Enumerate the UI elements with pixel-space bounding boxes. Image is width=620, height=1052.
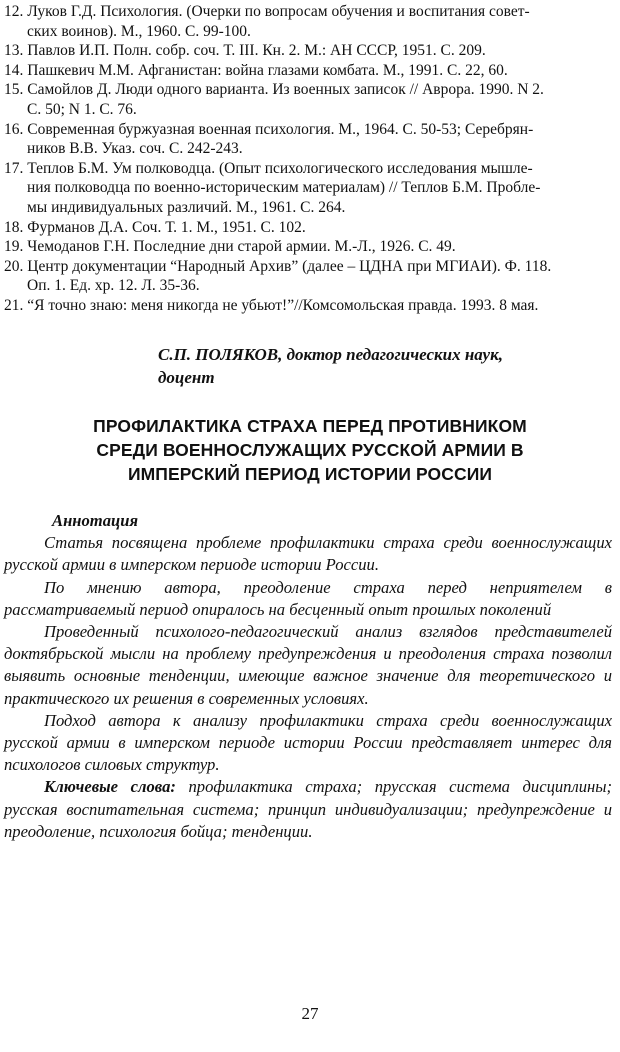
reference-item <box>4 257 614 296</box>
reference-text: 12. Луков Г.Д. Психология. (Очерки по вопросам обучения и воспитания совет- <box>4 3 530 20</box>
reference-text: 16. Современная буржуазная военная психология. М., 1964. С. 50-53; Серебрян- <box>4 120 534 138</box>
author-name: С.П. ПОЛЯКОВ, доктор педагогических наук, <box>158 345 503 364</box>
reference-text: 21. “Я точно знаю: меня никогда не убьют!”//Комсомольская правда. 1993. 8 мая. <box>4 296 539 314</box>
reference-text: 18. Фурманов Д.А. Соч. Т. 1. М., 1951. С. 102. <box>4 218 306 236</box>
reference-item <box>4 41 614 61</box>
reference-text-continued: ских воинов). М., 1960. С. 99-100. <box>27 22 251 40</box>
abstract-paragraph: По мнению автора, преодоление страха перед неприятелем в рассматриваемый период опиралось на бесценный опыт прошлых поколений <box>4 577 612 619</box>
title-line: ИМПЕРСКИЙ ПЕРИОД ИСТОРИИ РОССИИ <box>127 464 493 484</box>
reference-item <box>4 120 614 159</box>
reference-text-continued: мы индивидуальных различий. М., 1961. С. 264. <box>27 198 346 216</box>
reference-text-continued: ников В.В. Указ. соч. С. 242-243. <box>27 140 243 158</box>
reference-item <box>4 296 614 316</box>
abstract-heading: Аннотация <box>52 511 138 530</box>
title-line: ПРОФИЛАКТИКА СТРАХА ПЕРЕД ПРОТИВНИКОМ <box>93 416 527 436</box>
reference-item <box>4 159 614 218</box>
reference-item <box>4 2 614 41</box>
abstract-paragraph: Подход автора к анализу профилактики страха среди военнослужащих русской армии в имперском периоде истории России представляет интерес для психологов силовых структур. <box>4 710 612 775</box>
abstract-paragraph: Проведенный психолого-педагогический анализ взглядов представителей доктябрьской мысли на проблему предупреждения и преодоления страха позволил выявить основные тенденции, имеющие важное значение для теоретического и практического их решения в современных условиях. <box>4 622 612 708</box>
reference-item <box>4 218 614 238</box>
keywords-text: профилактика страха; прусская система дисциплины; русская воспитательная система; принцип индивидуализации; предупреждение и преодоление, психология бойца; тенденции. <box>4 777 612 841</box>
title-line: СРЕДИ ВОЕННОСЛУЖАЩИХ РУССКОЙ АРМИИ В <box>96 440 524 460</box>
keywords-label: Ключевые слова: <box>44 777 176 797</box>
article-title <box>20 414 600 486</box>
keywords-paragraph <box>4 776 612 843</box>
author-title: доцент <box>158 368 215 387</box>
reference-item <box>4 80 614 119</box>
reference-text: 13. Павлов И.П. Полн. собр. соч. Т. III. Кн. 2. М.: АН СССР, 1951. С. 209. <box>4 42 486 60</box>
reference-text-continued: С. 50; N 1. С. 76. <box>27 100 137 118</box>
reference-text: 14. Пашкевич М.М. Афганистан: война глазами комбата. М., 1991. С. 22, 60. <box>4 61 508 79</box>
reference-text-continued: ния полководца по военно-историческим материалам) // Теплов Б.М. Пробле- <box>27 179 541 197</box>
reference-text: 19. Чемоданов Г.Н. Последние дни старой армии. М.-Л., 1926. С. 49. <box>4 238 456 256</box>
reference-list <box>4 2 614 316</box>
abstract-section <box>4 510 612 843</box>
reference-text: 15. Самойлов Д. Люди одного варианта. Из военных записок // Аврора. 1990. N 2. <box>4 81 544 99</box>
reference-item <box>4 61 614 81</box>
author-byline <box>158 343 598 389</box>
reference-item <box>4 237 614 257</box>
reference-text: 17. Теплов Б.М. Ум полководца. (Опыт психологического исследования мышле- <box>4 159 533 177</box>
reference-text-continued: Оп. 1. Ед. хр. 12. Л. 35-36. <box>27 277 200 295</box>
reference-text: 20. Центр документации “Народный Архив” (далее – ЦДНА при МГИАИ). Ф. 118. <box>4 257 552 275</box>
page-number: 27 <box>301 1004 319 1023</box>
abstract-paragraph: Статья посвящена проблеме профилактики страха среди военнослужащих русской армии в имперском периоде истории России. <box>4 533 612 575</box>
